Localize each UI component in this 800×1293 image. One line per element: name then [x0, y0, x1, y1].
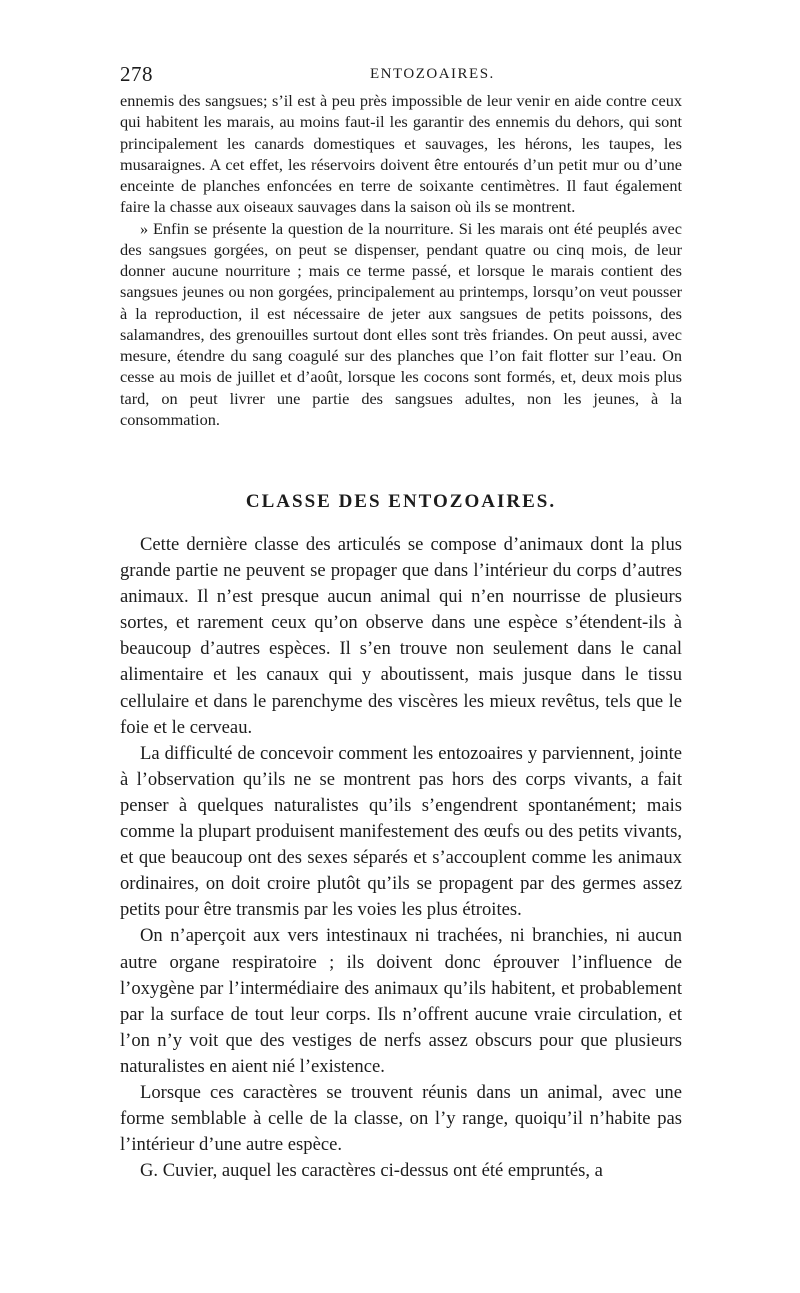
- section-heading: CLASSE DES ENTOZOAIRES.: [245, 491, 557, 512]
- section-body: [120, 532, 682, 1184]
- continuation-text: [120, 90, 682, 430]
- paragraph-nourishment: » Enfin se présente la question de la nourriture. Si les marais ont été peuplés avec des sangsues gorgées, on peut se dispenser, pendant quatre ou cinq mois, de leur donner aucune nourriture ; mais ce terme passé, et lorsque le marais contient des sangsues jeunes ou non gorgées, principalement au printemps, lorsqu’on veut pousser à la reproduction, il est nécessaire de jeter aux sangsues de petits poissons, des salamandres, des grenouilles surtout dont elles sont très friandes. On peut aussi, avec mesure, étendre du sang coagulé sur des planches que l’on fait flotter sur l’eau. On cesse au mois de juillet et d’août, lorsque les cocons sont formés, et, deux mois plus tard, on peut livrer une partie des sangsues adultes, non les jeunes, à la consommation.: [120, 218, 682, 429]
- running-title: ENTOZOAIRES.: [370, 66, 495, 82]
- paragraph-origin: La difficulté de concevoir comment les entozoaires y parviennent, jointe à l’observation qu’ils ne se montrent pas hors des corps vivants, a fait penser à quelques naturalistes qu’ils s’engendrent spontanément; mais comme la plupart produisent manifestement des œufs ou des petits vivants, et que beaucoup ont des sexes séparés et s’accouplent comme les animaux ordinaires, on doit croire plutôt qu’ils se propagent par des germes assez petits pour être transmis par les voies les plus étroites.: [120, 742, 682, 921]
- paragraph-definition: Cette dernière classe des articulés se compose d’animaux dont la plus grande partie ne peuvent se propager que dans l’intérieur du corps d’autres animaux. Il n’est presque aucun animal qui n’en nourrisse de plusieurs sortes, et rarement ceux qu’on observe dans une espèce s’étendent-ils à beaucoup d’autres espèces. Il s’en trouve non seulement dans le canal alimentaire et les canaux qui y aboutissent, mais jusque dans le tissu cellulaire et dans le parenchyme des viscères les mieux revêtus, tels que le foie et le cerveau.: [120, 534, 682, 738]
- paragraph-predators: ennemis des sangsues; s’il est à peu près impossible de leur venir en aide contre ceux qui habitent les marais, au moins faut-il les garantir des ennemis du dehors, qui sont principalement les canards domestiques et sauvages, les hérons, les taupes, les musaraignes. A cet effet, les réservoirs doivent être entourés d’un petit mur ou d’une enceinte de planches enfoncées en terre de soixante centimètres. Il faut également faire la chasse aux oiseaux sauvages dans la saison où ils se montrent.: [120, 91, 682, 217]
- paragraph-physiology: On n’aperçoit aux vers intestinaux ni trachées, ni branchies, ni aucun autre organe respiratoire ; ils doivent donc éprouver l’influence de l’oxygène par l’intermédiaire des animaux qu’ils habitent, et probablement par la surface de tout leur corps. Ils n’offrent aucune vraie circulation, et l’on n’y voit que des vestiges de nerfs assez obscurs pour que plusieurs naturalistes en aient nié l’existence.: [120, 925, 682, 1077]
- paragraph-cuvier: G. Cuvier, auquel les caractères ci-dessus ont été empruntés, a: [140, 1160, 603, 1182]
- page-header: [120, 62, 680, 86]
- page-number: 278: [120, 62, 153, 86]
- paragraph-classification: Lorsque ces caractères se trouvent réunis dans un animal, avec une forme semblable à celle de la classe, on l’y range, quoiqu’il n’habite pas l’intérieur d’une autre espèce.: [120, 1081, 682, 1156]
